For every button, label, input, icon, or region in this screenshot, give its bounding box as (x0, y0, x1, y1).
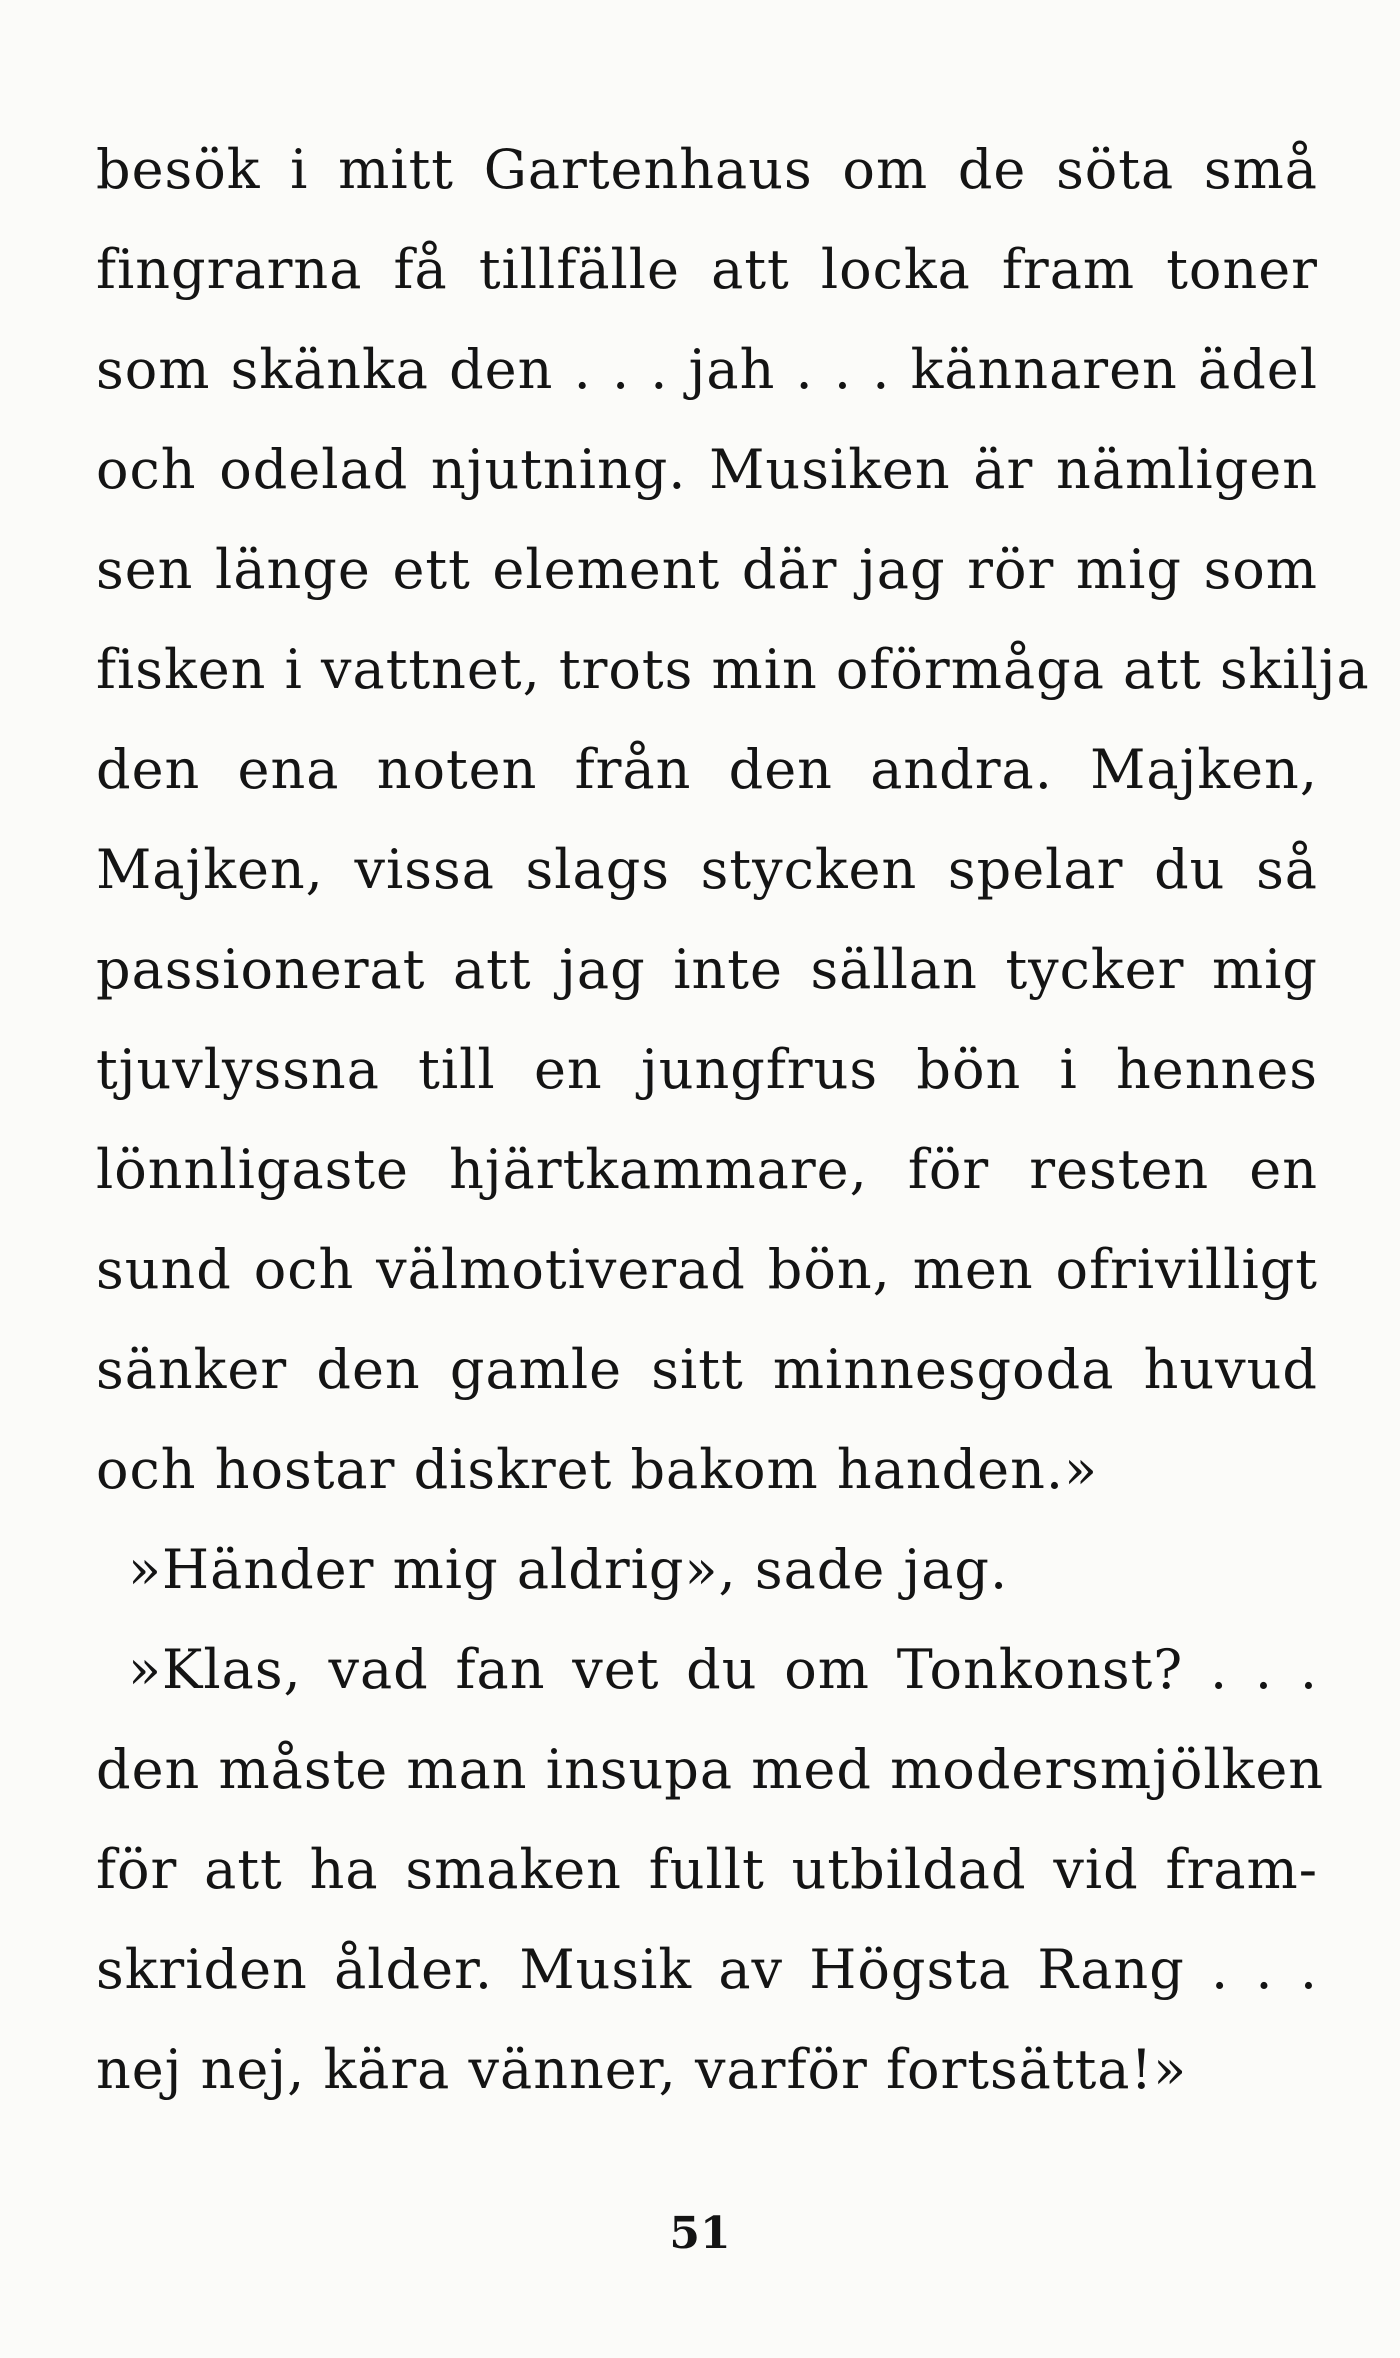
text-line: sänker den gamle sitt minnesgoda huvud (96, 1338, 1318, 1401)
body-text (96, 120, 1370, 2120)
text-line: tjuvlyssna till en jungfrus bön i hennes (96, 1038, 1318, 1101)
text-line: passionerat att jag inte sällan tycker mig (96, 938, 1318, 1001)
text-line: nej nej, kära vänner, varför fortsätta!» (96, 2038, 1188, 2101)
text-line: sen länge ett element där jag rör mig som (96, 538, 1318, 601)
text-line: och odelad njutning. Musiken är nämligen (96, 438, 1318, 501)
text-line: besök i mitt Gartenhaus om de söta små (96, 138, 1318, 201)
text-line: sund och välmotiverad bön, men ofrivilligt (96, 1238, 1318, 1301)
text-line: den ena noten från den andra. Majken, (96, 738, 1318, 801)
text-line: »Händer mig aldrig», sade jag. (128, 1538, 1009, 1601)
text-line: och hostar diskret bakom handen.» (96, 1438, 1099, 1501)
text-line: »Klas, vad fan vet du om Tonkonst? . . . (128, 1638, 1318, 1701)
text-line: den måste man insupa med modersmjölken (96, 1738, 1325, 1801)
text-line: för att ha smaken fullt utbildad vid fram- (96, 1838, 1318, 1901)
text-line: fingrarna få tillfälle att locka fram toner (96, 238, 1318, 301)
page-number: 51 (669, 2208, 731, 2259)
text-line: fisken i vattnet, trots min oförmåga att skilja (96, 638, 1370, 701)
text-line: lönnligaste hjärtkammare, för resten en (96, 1138, 1318, 1201)
text-line: Majken, vissa slags stycken spelar du så (96, 838, 1318, 901)
text-line: som skänka den . . . jah . . . kännaren ädel (96, 338, 1318, 401)
text-line: skriden ålder. Musik av Högsta Rang . . . (96, 1938, 1318, 2001)
